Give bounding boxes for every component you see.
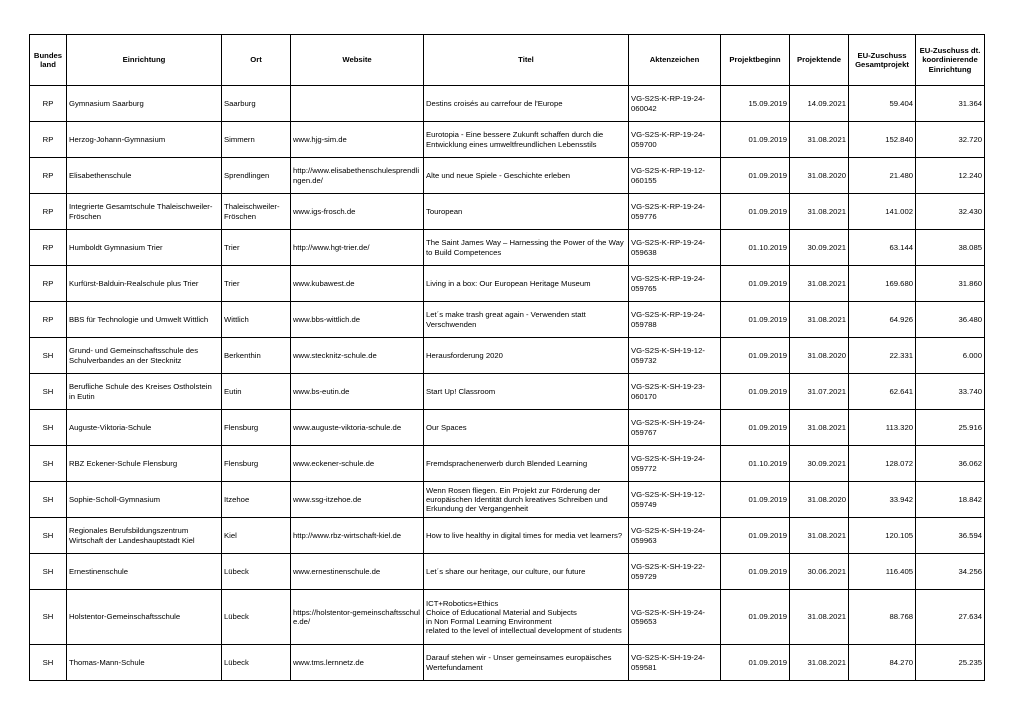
table-row xyxy=(30,645,985,681)
ort-cell: Trier xyxy=(222,266,291,302)
bundesland-cell: RP xyxy=(30,194,67,230)
ort-cell: Trier xyxy=(222,230,291,266)
ort-cell: Simmern xyxy=(222,122,291,158)
gesamt-cell: 128.072 xyxy=(849,446,916,482)
header-titel: Titel xyxy=(424,35,629,86)
table-row xyxy=(30,554,985,590)
titel-cell: Let´s share our heritage, our culture, our future xyxy=(424,554,629,590)
funding-table xyxy=(29,34,985,681)
aktenzeichen-cell: VG-S2S-K-SH-19-24-059767 xyxy=(629,410,721,446)
table-row xyxy=(30,446,985,482)
projektende-cell: 31.08.2021 xyxy=(790,266,849,302)
projektende-cell: 31.08.2021 xyxy=(790,645,849,681)
ort-cell: Flensburg xyxy=(222,410,291,446)
aktenzeichen-cell: VG-S2S-K-SH-19-24-059772 xyxy=(629,446,721,482)
aktenzeichen-cell: VG-S2S-K-SH-19-24-059963 xyxy=(629,518,721,554)
aktenzeichen-cell: VG-S2S-K-SH-19-12-059732 xyxy=(629,338,721,374)
projektbeginn-cell: 01.09.2019 xyxy=(721,518,790,554)
koordinierende-cell: 33.740 xyxy=(916,374,985,410)
aktenzeichen-cell: VG-S2S-K-RP-19-12-060155 xyxy=(629,158,721,194)
koordinierende-cell: 27.634 xyxy=(916,590,985,645)
projektbeginn-cell: 01.09.2019 xyxy=(721,122,790,158)
projektbeginn-cell: 01.09.2019 xyxy=(721,194,790,230)
projektende-cell: 31.08.2020 xyxy=(790,338,849,374)
bundesland-cell: SH xyxy=(30,590,67,645)
gesamt-cell: 169.680 xyxy=(849,266,916,302)
titel-cell: The Saint James Way – Harnessing the Power of the Way to Build Competences xyxy=(424,230,629,266)
projektende-cell: 31.08.2021 xyxy=(790,410,849,446)
ort-cell: Eutin xyxy=(222,374,291,410)
table-row xyxy=(30,518,985,554)
header-gesamt: EU-Zuschuss Gesamtprojekt xyxy=(849,35,916,86)
gesamt-cell: 62.641 xyxy=(849,374,916,410)
website-cell: www.igs-frosch.de xyxy=(291,194,424,230)
projektbeginn-cell: 01.09.2019 xyxy=(721,645,790,681)
projektbeginn-cell: 01.09.2019 xyxy=(721,374,790,410)
einrichtung-cell: Kurfürst-Balduin-Realschule plus Trier xyxy=(67,266,222,302)
bundesland-cell: SH xyxy=(30,374,67,410)
projektbeginn-cell: 01.09.2019 xyxy=(721,410,790,446)
aktenzeichen-cell: VG-S2S-K-SH-19-23-060170 xyxy=(629,374,721,410)
ort-cell: Itzehoe xyxy=(222,482,291,518)
titel-cell: Touropean xyxy=(424,194,629,230)
aktenzeichen-cell: VG-S2S-K-SH-19-24-059653 xyxy=(629,590,721,645)
bundesland-cell: RP xyxy=(30,230,67,266)
projektende-cell: 30.09.2021 xyxy=(790,230,849,266)
einrichtung-cell: Auguste-Viktoria-Schule xyxy=(67,410,222,446)
table-row xyxy=(30,590,985,645)
aktenzeichen-cell: VG-S2S-K-RP-19-24-059765 xyxy=(629,266,721,302)
table-row xyxy=(30,482,985,518)
einrichtung-cell: Gymnasium Saarburg xyxy=(67,86,222,122)
table-row xyxy=(30,338,985,374)
projektbeginn-cell: 01.10.2019 xyxy=(721,230,790,266)
ort-cell: Thaleischweiler-Fröschen xyxy=(222,194,291,230)
website-cell: http://www.hgt-trier.de/ xyxy=(291,230,424,266)
einrichtung-cell: Elisabethenschule xyxy=(67,158,222,194)
projektbeginn-cell: 01.09.2019 xyxy=(721,158,790,194)
aktenzeichen-cell: VG-S2S-K-SH-19-12-059749 xyxy=(629,482,721,518)
bundesland-cell: SH xyxy=(30,554,67,590)
gesamt-cell: 116.405 xyxy=(849,554,916,590)
website-cell: www.tms.lernnetz.de xyxy=(291,645,424,681)
aktenzeichen-cell: VG-S2S-K-RP-19-24-059776 xyxy=(629,194,721,230)
bundesland-cell: SH xyxy=(30,482,67,518)
projektbeginn-cell: 15.09.2019 xyxy=(721,86,790,122)
ort-cell: Saarburg xyxy=(222,86,291,122)
projektende-cell: 30.09.2021 xyxy=(790,446,849,482)
header-row xyxy=(30,35,985,86)
ort-cell: Lübeck xyxy=(222,590,291,645)
bundesland-cell: RP xyxy=(30,122,67,158)
header-website: Website xyxy=(291,35,424,86)
einrichtung-cell: Thomas-Mann-Schule xyxy=(67,645,222,681)
einrichtung-cell: Ernestinenschule xyxy=(67,554,222,590)
koordinierende-cell: 25.235 xyxy=(916,645,985,681)
projektbeginn-cell: 01.09.2019 xyxy=(721,482,790,518)
gesamt-cell: 152.840 xyxy=(849,122,916,158)
titel-cell: Let´s make trash great again - Verwenden statt Verschwenden xyxy=(424,302,629,338)
titel-cell: Eurotopia - Eine bessere Zukunft schaffen durch die Entwicklung eines umweltfreundlichen Lebensstils xyxy=(424,122,629,158)
gesamt-cell: 88.768 xyxy=(849,590,916,645)
website-cell: http://www.rbz-wirtschaft-kiel.de xyxy=(291,518,424,554)
koordinierende-cell: 38.085 xyxy=(916,230,985,266)
einrichtung-cell: Grund- und Gemeinschaftsschule des Schulverbandes an der Stecknitz xyxy=(67,338,222,374)
bundesland-cell: RP xyxy=(30,158,67,194)
website-cell xyxy=(291,86,424,122)
einrichtung-cell: Sophie-Scholl-Gymnasium xyxy=(67,482,222,518)
einrichtung-cell: Integrierte Gesamtschule Thaleischweiler-Fröschen xyxy=(67,194,222,230)
aktenzeichen-cell: VG-S2S-K-SH-19-22-059729 xyxy=(629,554,721,590)
projektende-cell: 31.08.2020 xyxy=(790,158,849,194)
koordinierende-cell: 34.256 xyxy=(916,554,985,590)
header-projektende: Projektende xyxy=(790,35,849,86)
website-cell: www.hjg-sim.de xyxy=(291,122,424,158)
koordinierende-cell: 36.594 xyxy=(916,518,985,554)
website-cell: www.eckener-schule.de xyxy=(291,446,424,482)
aktenzeichen-cell: VG-S2S-K-RP-19-24-059700 xyxy=(629,122,721,158)
header-bundesland: Bundes land xyxy=(30,35,67,86)
projektende-cell: 31.08.2021 xyxy=(790,122,849,158)
projektende-cell: 30.06.2021 xyxy=(790,554,849,590)
koordinierende-cell: 36.480 xyxy=(916,302,985,338)
titel-cell: ICT+Robotics+Ethics Choice of Educational Material and Subjects in Non Formal Learning Environment related to the level of intellectual development of students xyxy=(424,590,629,645)
aktenzeichen-cell: VG-S2S-K-RP-19-24-059788 xyxy=(629,302,721,338)
table-row xyxy=(30,158,985,194)
website-cell: www.auguste-viktoria-schule.de xyxy=(291,410,424,446)
projektende-cell: 31.07.2021 xyxy=(790,374,849,410)
einrichtung-cell: Berufliche Schule des Kreises Ostholstein in Eutin xyxy=(67,374,222,410)
website-cell: https://holstentor-gemeinschaftsschule.de/ xyxy=(291,590,424,645)
titel-cell: Our Spaces xyxy=(424,410,629,446)
website-cell: http://www.elisabethenschulesprendlingen.de/ xyxy=(291,158,424,194)
titel-cell: Alte und neue Spiele - Geschichte erleben xyxy=(424,158,629,194)
website-cell: www.bs-eutin.de xyxy=(291,374,424,410)
table-row xyxy=(30,266,985,302)
ort-cell: Flensburg xyxy=(222,446,291,482)
gesamt-cell: 120.105 xyxy=(849,518,916,554)
koordinierende-cell: 6.000 xyxy=(916,338,985,374)
einrichtung-cell: Regionales Berufsbildungszentrum Wirtschaft der Landeshauptstadt Kiel xyxy=(67,518,222,554)
bundesland-cell: SH xyxy=(30,410,67,446)
header-aktenzeichen: Aktenzeichen xyxy=(629,35,721,86)
gesamt-cell: 84.270 xyxy=(849,645,916,681)
projektbeginn-cell: 01.09.2019 xyxy=(721,338,790,374)
ort-cell: Sprendlingen xyxy=(222,158,291,194)
table-row xyxy=(30,410,985,446)
einrichtung-cell: Herzog-Johann-Gymnasium xyxy=(67,122,222,158)
gesamt-cell: 22.331 xyxy=(849,338,916,374)
website-cell: www.ssg-itzehoe.de xyxy=(291,482,424,518)
table-row xyxy=(30,230,985,266)
projektbeginn-cell: 01.09.2019 xyxy=(721,302,790,338)
gesamt-cell: 63.144 xyxy=(849,230,916,266)
projektbeginn-cell: 01.09.2019 xyxy=(721,266,790,302)
koordinierende-cell: 25.916 xyxy=(916,410,985,446)
gesamt-cell: 113.320 xyxy=(849,410,916,446)
header-projektbeginn: Projektbeginn xyxy=(721,35,790,86)
einrichtung-cell: Humboldt Gymnasium Trier xyxy=(67,230,222,266)
titel-cell: Wenn Rosen fliegen. Ein Projekt zur Förderung der europäischen Identität durch kreatives Schreiben und Erkundung der Vergangenheit xyxy=(424,482,629,518)
koordinierende-cell: 32.720 xyxy=(916,122,985,158)
titel-cell: Herausforderung 2020 xyxy=(424,338,629,374)
titel-cell: Darauf stehen wir - Unser gemeinsames europäisches Wertefundament xyxy=(424,645,629,681)
table-row xyxy=(30,302,985,338)
projektbeginn-cell: 01.09.2019 xyxy=(721,554,790,590)
gesamt-cell: 33.942 xyxy=(849,482,916,518)
table-row xyxy=(30,194,985,230)
titel-cell: Start Up! Classroom xyxy=(424,374,629,410)
titel-cell: Fremdsprachenerwerb durch Blended Learning xyxy=(424,446,629,482)
gesamt-cell: 21.480 xyxy=(849,158,916,194)
bundesland-cell: RP xyxy=(30,266,67,302)
header-einrichtung: Einrichtung xyxy=(67,35,222,86)
bundesland-cell: RP xyxy=(30,86,67,122)
ort-cell: Lübeck xyxy=(222,645,291,681)
projektende-cell: 31.08.2021 xyxy=(790,590,849,645)
koordinierende-cell: 31.860 xyxy=(916,266,985,302)
table-row xyxy=(30,86,985,122)
bundesland-cell: SH xyxy=(30,338,67,374)
projektbeginn-cell: 01.09.2019 xyxy=(721,590,790,645)
header-koordinierende: EU-Zuschuss dt. koordinierende Einrichtung xyxy=(916,35,985,86)
koordinierende-cell: 36.062 xyxy=(916,446,985,482)
einrichtung-cell: Holstentor-Gemeinschaftsschule xyxy=(67,590,222,645)
table-row xyxy=(30,374,985,410)
titel-cell: How to live healthy in digital times for media vet learners? xyxy=(424,518,629,554)
ort-cell: Kiel xyxy=(222,518,291,554)
koordinierende-cell: 18.842 xyxy=(916,482,985,518)
projektende-cell: 31.08.2021 xyxy=(790,302,849,338)
aktenzeichen-cell: VG-S2S-K-RP-19-24-059638 xyxy=(629,230,721,266)
bundesland-cell: RP xyxy=(30,302,67,338)
website-cell: www.ernestinenschule.de xyxy=(291,554,424,590)
koordinierende-cell: 12.240 xyxy=(916,158,985,194)
bundesland-cell: SH xyxy=(30,518,67,554)
website-cell: www.stecknitz-schule.de xyxy=(291,338,424,374)
ort-cell: Wittlich xyxy=(222,302,291,338)
projektende-cell: 31.08.2021 xyxy=(790,194,849,230)
bundesland-cell: SH xyxy=(30,446,67,482)
koordinierende-cell: 32.430 xyxy=(916,194,985,230)
gesamt-cell: 59.404 xyxy=(849,86,916,122)
bundesland-cell: SH xyxy=(30,645,67,681)
website-cell: www.bbs-wittlich.de xyxy=(291,302,424,338)
aktenzeichen-cell: VG-S2S-K-SH-19-24-059581 xyxy=(629,645,721,681)
ort-cell: Lübeck xyxy=(222,554,291,590)
titel-cell: Living in a box: Our European Heritage Museum xyxy=(424,266,629,302)
einrichtung-cell: RBZ Eckener-Schule Flensburg xyxy=(67,446,222,482)
projektende-cell: 31.08.2021 xyxy=(790,518,849,554)
table-row xyxy=(30,122,985,158)
projektbeginn-cell: 01.10.2019 xyxy=(721,446,790,482)
website-cell: www.kubawest.de xyxy=(291,266,424,302)
aktenzeichen-cell: VG-S2S-K-RP-19-24-060042 xyxy=(629,86,721,122)
projektende-cell: 14.09.2021 xyxy=(790,86,849,122)
titel-cell: Destins croisés au carrefour de l'Europe xyxy=(424,86,629,122)
projektende-cell: 31.08.2020 xyxy=(790,482,849,518)
ort-cell: Berkenthin xyxy=(222,338,291,374)
koordinierende-cell: 31.364 xyxy=(916,86,985,122)
einrichtung-cell: BBS für Technologie und Umwelt Wittlich xyxy=(67,302,222,338)
gesamt-cell: 141.002 xyxy=(849,194,916,230)
gesamt-cell: 64.926 xyxy=(849,302,916,338)
header-ort: Ort xyxy=(222,35,291,86)
